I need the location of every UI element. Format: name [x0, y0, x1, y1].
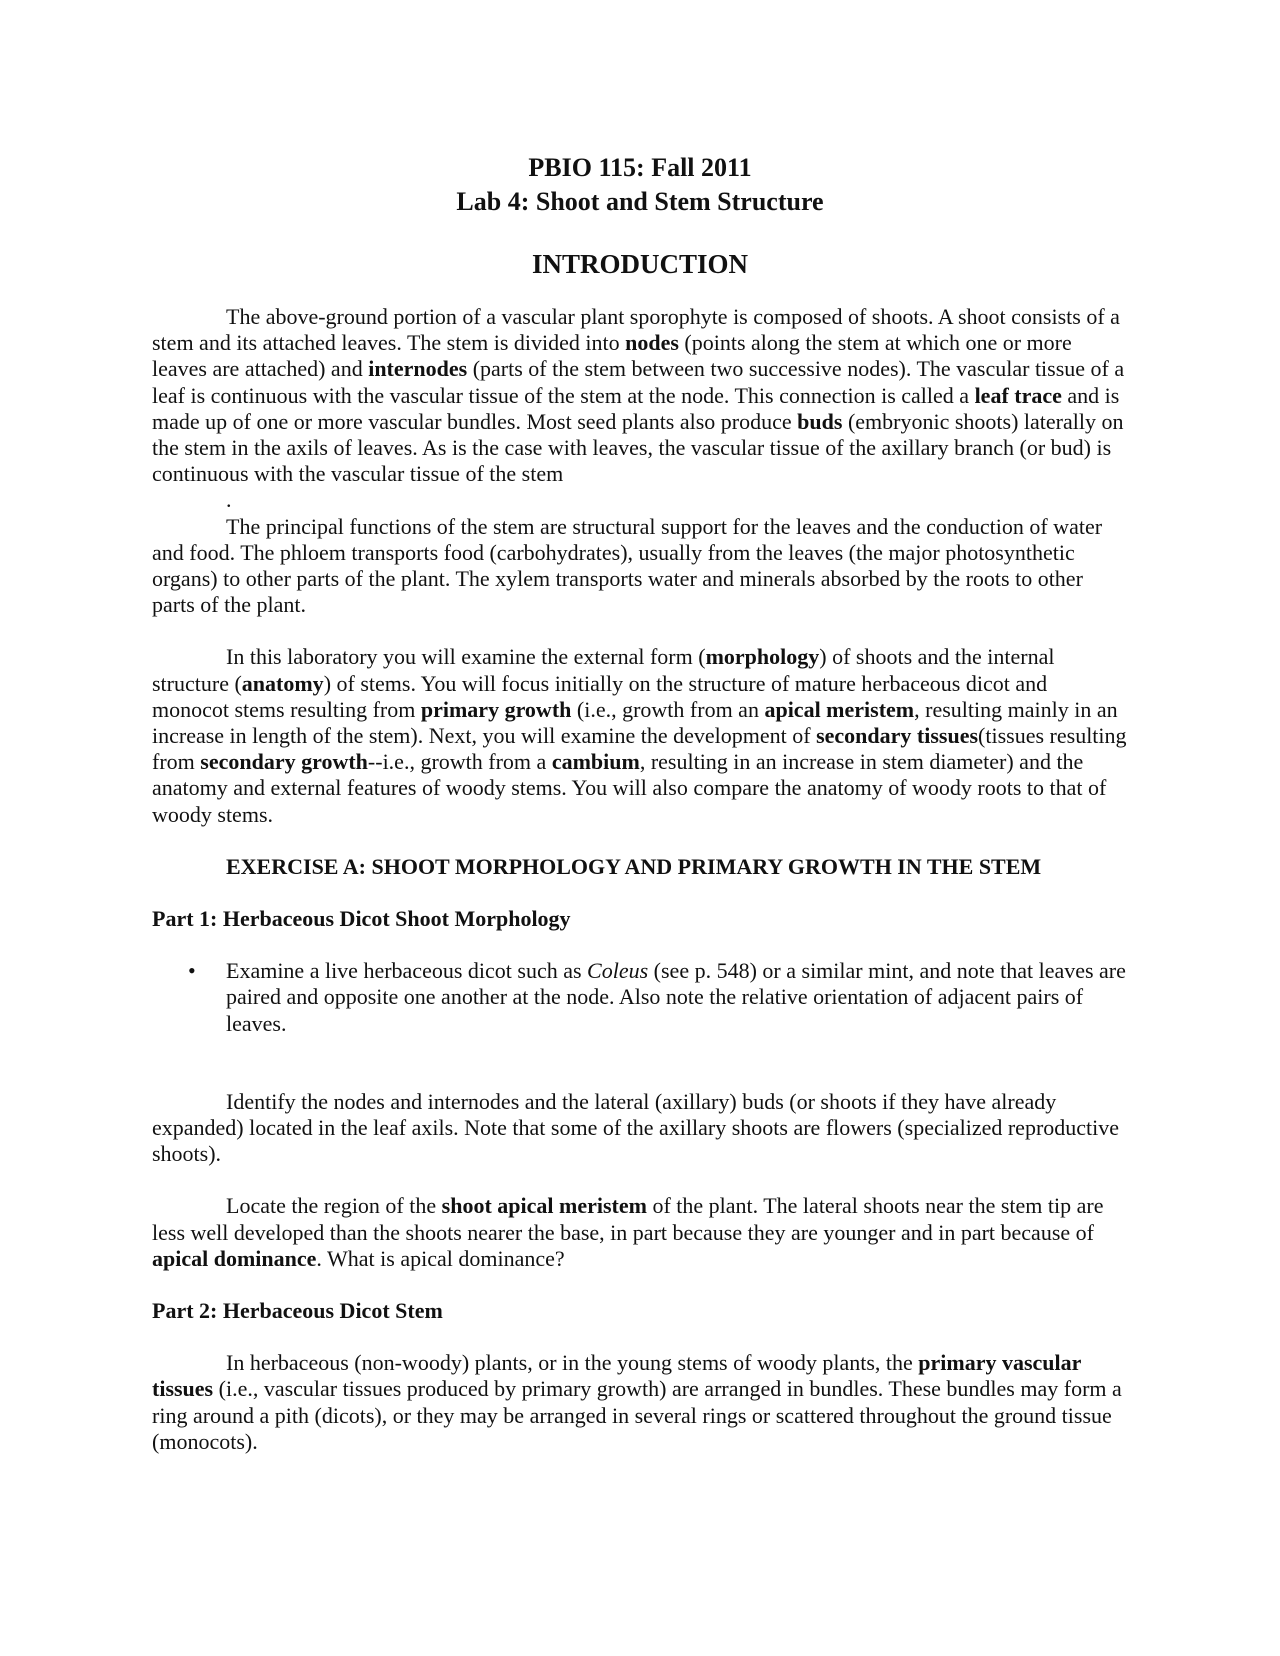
- text-run: Examine a live herbaceous dicot such as: [226, 958, 588, 984]
- text-run: --i.e., growth from a: [367, 749, 552, 775]
- term-primary-vascular-tissues: primary vascular tissues: [152, 1350, 1082, 1402]
- term-coleus: Coleus: [587, 958, 649, 984]
- text-run: Locate the region of the: [226, 1193, 442, 1219]
- term-secondary-tissues: secondary tissues: [816, 723, 979, 749]
- part-2-heading: Part 2: Herbaceous Dicot Stem: [152, 1298, 443, 1324]
- text-run: In this laboratory you will examine the external form (: [226, 644, 706, 670]
- paragraph-locate: [152, 1193, 1128, 1272]
- term-anatomy: anatomy: [241, 670, 324, 696]
- term-leaf-trace: leaf trace: [974, 382, 1062, 408]
- intro-paragraph-1: [152, 304, 1128, 487]
- bullet-item-coleus: [226, 958, 1128, 1037]
- term-cambium: cambium: [551, 749, 640, 775]
- document-body: [152, 151, 1128, 1455]
- text-run: (parts of the stem between two successive nodes). The vascular tissue of a leaf is continuous with the vascular tissue of the stem at the node. This connection is called a: [152, 356, 1125, 408]
- term-secondary-growth: secondary growth: [200, 749, 368, 775]
- paragraph-identify: Identify the nodes and internodes and the lateral (axillary) buds (or shoots if they have already expanded) located in the leaf axils. Note that some of the axillary shoots are flowers (specialized reproductive shoots).: [152, 1088, 1120, 1167]
- text-run: (i.e., growth from an: [571, 696, 765, 722]
- term-morphology: morphology: [705, 644, 820, 670]
- text-run: The above-ground portion of a vascular plant sporophyte is composed of shoots. A shoot consists of a stem and its attached leaves. The stem is divided into: [152, 304, 1120, 356]
- paragraph-herbaceous: [152, 1350, 1128, 1455]
- text-run: and is made up of one or more vascular bundles. Most seed plants also produce: [152, 382, 1120, 434]
- text-run: of the plant. The lateral shoots near the stem tip are less well developed than the shoots nearer the base, in part because they are younger and in part because of: [152, 1193, 1104, 1245]
- term-primary-growth: primary growth: [420, 696, 572, 722]
- text-run: ) of stems. You will focus initially on the structure of mature herbaceous dicot and monocot stems resulting from: [152, 670, 1048, 722]
- text-run: (see p. 548) or a similar mint, and note that leaves are paired and opposite one another at the node. Also note the relative orientation of adjacent pairs of leaves.: [226, 958, 1126, 1036]
- course-title: PBIO 115: Fall 2011: [528, 153, 752, 182]
- lab-title: Lab 4: Shoot and Stem Structure: [456, 187, 824, 216]
- exercise-a-heading: EXERCISE A: SHOOT MORPHOLOGY AND PRIMARY GROWTH IN THE STEM: [226, 853, 1042, 879]
- text-run: (points along the stem at which one or more leaves are attached) and: [152, 330, 1072, 382]
- text-run: , resulting in an increase in stem diameter) and the anatomy and external features of woody stems. You will also compare the anatomy of woody roots to that of woody stems.: [152, 749, 1107, 827]
- term-shoot-apical-meristem: shoot apical meristem: [441, 1193, 647, 1219]
- text-run: (i.e., vascular tissues produced by primary growth) are arranged in bundles. These bundles may form a ring around a pith (dicots), or they may be arranged in several rings or scattered throughout the ground tissue (monocots).: [152, 1376, 1122, 1454]
- bullet-marker: •: [188, 958, 196, 984]
- intro-paragraph-2: The principal functions of the stem are structural support for the leaves and the conduction of water and food. The phloem transports food (carbohydrates), usually from the leaves (the major photosynthetic organs) to other parts of the plant. The xylem transports water and minerals absorbed by the roots to other parts of the plant.: [152, 513, 1103, 618]
- term-internodes: internodes: [368, 356, 468, 382]
- part-1-heading: Part 1: Herbaceous Dicot Shoot Morphology: [152, 906, 571, 932]
- text-run: . What is apical dominance?: [316, 1245, 565, 1271]
- term-apical-meristem: apical meristem: [764, 696, 915, 722]
- text-run: ) of shoots and the internal structure (: [152, 644, 1055, 696]
- introduction-heading: INTRODUCTION: [531, 249, 749, 279]
- text-run: (tissues resulting from: [152, 723, 1127, 775]
- text-run: In herbaceous (non-woody) plants, or in the young stems of woody plants, the: [226, 1350, 919, 1376]
- text-run: (embryonic shoots) laterally on the stem in the axils of leaves. As is the case with leaves, the vascular tissue of the axillary branch (or bud) is continuous with the vascular tissue of the stem: [152, 408, 1124, 487]
- intro-paragraph-3: [152, 644, 1128, 827]
- term-nodes: nodes: [625, 330, 679, 356]
- bullet-list: [152, 958, 1128, 1037]
- term-buds: buds: [797, 408, 843, 434]
- stray-period: .: [226, 487, 232, 513]
- term-apical-dominance: apical dominance: [152, 1245, 317, 1271]
- text-run: , resulting mainly in an increase in length of the stem). Next, you will examine the development of: [152, 696, 1118, 749]
